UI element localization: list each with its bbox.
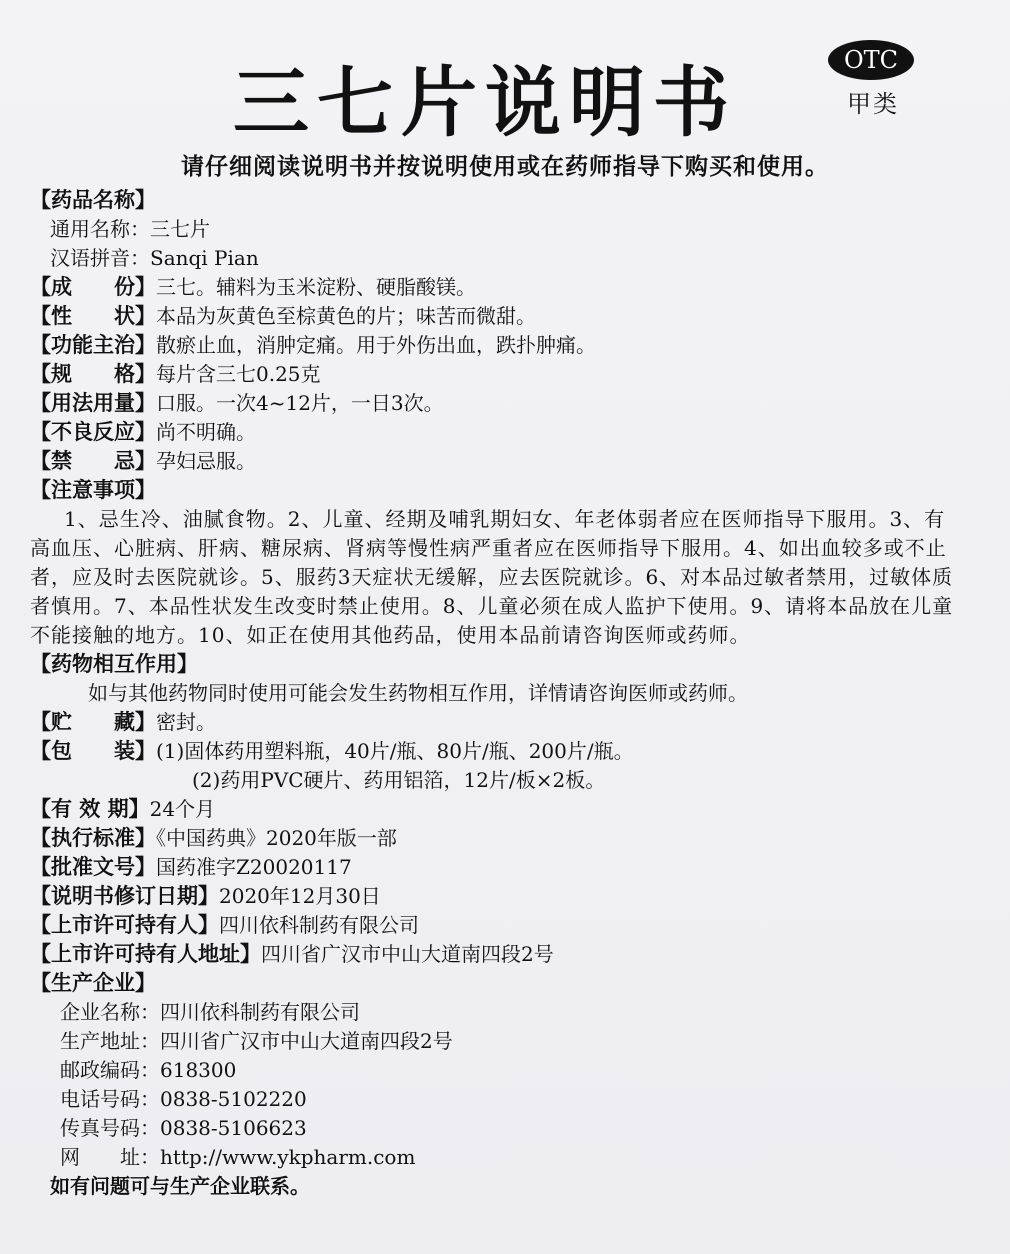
- indications-row: [30, 331, 960, 360]
- precautions-text: 1、忌生冷、油腻食物。2、儿童、经期及哺乳期妇女、年老体弱者应在医师指导下服用。3、有高血压、心脏病、肝病、糖尿病、肾病等慢性病严重者应在医师指导下服用。4、如出血较多或不止者，应及时去医院就诊。5、服药3天症状无缓解，应去医院就诊。6、对本品过敏者禁用，过敏体质者慎用。7、本品性状发生改变时禁止使用。8、儿童必须在成人监护下使用。9、请将本品放在儿童不能接触的地方。10、如正在使用其他药品，使用本品前请咨询医师或药师。: [30, 507, 954, 647]
- adverse-row: [30, 418, 960, 447]
- phone-number: 电话号码：0838-5102220: [60, 1087, 307, 1111]
- approval-label: 【批准文号】: [30, 855, 156, 879]
- name-heading: 【药品名称】: [30, 188, 156, 212]
- package-label: 【包 装】: [30, 739, 156, 763]
- company-name: 企业名称：四川依科制药有限公司: [60, 1000, 360, 1024]
- package-row: [30, 737, 960, 766]
- holder-value: 四川依科制药有限公司: [219, 913, 419, 937]
- leaflet-content: [30, 186, 960, 1201]
- closing-note: 如有问题可与生产企业联系。: [50, 1174, 310, 1198]
- storage-value: 密封。: [156, 710, 216, 734]
- interaction-text: 如与其他药物同时使用可能会发生药物相互作用，详情请咨询医师或药师。: [88, 681, 748, 705]
- contra-label: 【禁 忌】: [30, 449, 156, 473]
- indications-label: 【功能主治】: [30, 333, 156, 357]
- production-address: 生产地址：四川省广汉市中山大道南四段2号: [60, 1029, 453, 1053]
- storage-row: [30, 708, 960, 737]
- ingredients-label: 【成 份】: [30, 275, 156, 299]
- standard-row: [30, 824, 960, 853]
- storage-label: 【贮 藏】: [30, 710, 156, 734]
- adverse-label: 【不良反应】: [30, 420, 156, 444]
- postcode: 邮政编码：618300: [60, 1058, 237, 1082]
- validity-value: 24个月: [149, 797, 216, 821]
- holder-address-label: 【上市许可持有人地址】: [30, 942, 261, 966]
- adverse-value: 尚不明确。: [156, 420, 256, 444]
- spec-value: 每片含三七0.25克: [156, 362, 321, 386]
- website: 网 址：http://www.ykpharm.com: [60, 1145, 416, 1169]
- subtitle: 请仔细阅读说明书并按说明使用或在药师指导下购买和使用。: [181, 154, 829, 180]
- revision-label: 【说明书修订日期】: [30, 884, 219, 908]
- package-line-1: (1)固体药用塑料瓶，40片/瓶、80片/瓶、200片/瓶。: [156, 739, 634, 763]
- ingredients-value: 三七。辅料为玉米淀粉、硬脂酸镁。: [156, 275, 476, 299]
- holder-address-row: [30, 940, 960, 969]
- properties-value: 本品为灰黄色至棕黄色的片；味苦而微甜。: [156, 304, 536, 328]
- manufacturer-heading: 【生产企业】: [30, 971, 156, 995]
- holder-label: 【上市许可持有人】: [30, 913, 219, 937]
- package-line-2: (2)药用PVC硬片、药用铝箔，12片/板×2板。: [192, 768, 606, 792]
- holder-address-value: 四川省广汉市中山大道南四段2号: [261, 942, 554, 966]
- contra-row: [30, 447, 960, 476]
- approval-value: 国药准字Z20020117: [156, 855, 352, 879]
- standard-label: 【执行标准】: [30, 826, 156, 850]
- interaction-heading: 【药物相互作用】: [30, 652, 198, 676]
- spec-row: [30, 360, 960, 389]
- indications-value: 散瘀止血，消肿定痛。用于外伤出血，跌扑肿痛。: [156, 333, 596, 357]
- precautions-heading: 【注意事项】: [30, 478, 156, 502]
- revision-row: [30, 882, 960, 911]
- contra-value: 孕妇忌服。: [156, 449, 256, 473]
- dosage-value: 口服。一次4~12片，一日3次。: [156, 391, 444, 415]
- otc-class-label: 甲类: [847, 90, 899, 118]
- dosage-row: [30, 389, 960, 418]
- generic-name: 通用名称：三七片: [50, 217, 210, 241]
- page-title: 三七片说明书: [233, 58, 737, 147]
- holder-row: [30, 911, 960, 940]
- dosage-label: 【用法用量】: [30, 391, 156, 415]
- ingredients-row: [30, 273, 960, 302]
- validity-row: [30, 795, 960, 824]
- standard-value: 《中国药典》2020年版一部: [156, 826, 397, 850]
- pinyin-name: 汉语拼音：Sanqi Pian: [50, 246, 259, 270]
- revision-value: 2020年12月30日: [219, 884, 381, 908]
- validity-label: 【有 效 期】: [30, 797, 150, 821]
- fax-number: 传真号码：0838-5106623: [60, 1116, 307, 1140]
- otc-badge: OTC: [828, 40, 914, 80]
- spec-label: 【规 格】: [30, 362, 156, 386]
- properties-label: 【性 状】: [30, 304, 156, 328]
- properties-row: [30, 302, 960, 331]
- approval-row: [30, 853, 960, 882]
